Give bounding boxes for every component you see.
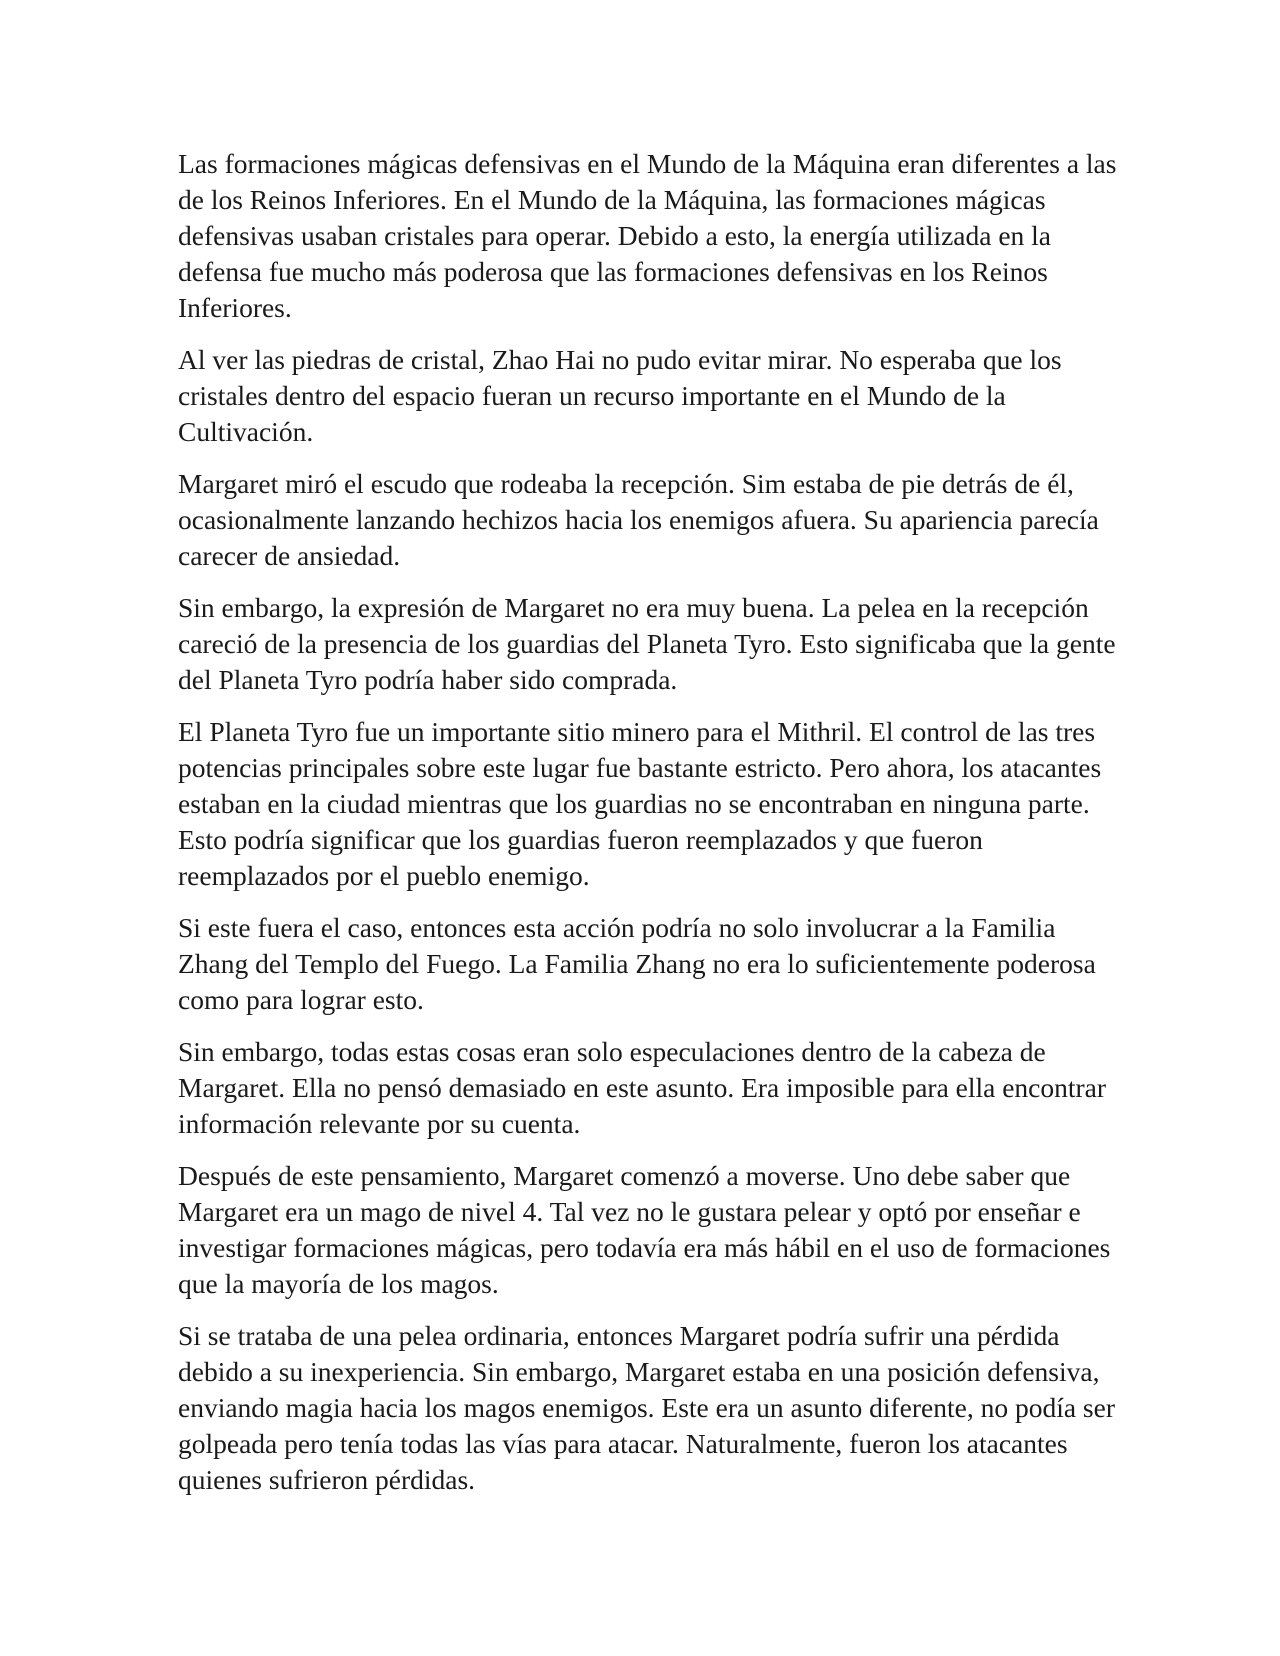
paragraph-2: Al ver las piedras de cristal, Zhao Hai no pudo evitar mirar. No esperaba que los cristales dentro del espacio fueran un recurso importante en el Mundo de la Cultivación. — [178, 344, 1062, 447]
paragraph-7: Sin embargo, todas estas cosas eran solo especulaciones dentro de la cabeza de Margaret. Ella no pensó demasiado en este asunto. Era imposible para ella encontrar información relevante por su cuenta. — [178, 1036, 1107, 1139]
paragraph-1: Las formaciones mágicas defensivas en el Mundo de la Máquina eran diferentes a las de los Reinos Inferiores. En el Mundo de la Máquina, las formaciones mágicas defensivas usaban cristales para operar. Debido a esto, la energía utilizada en la defensa fue mucho más poderosa que las formaciones defensivas en los Reinos Inferiores. — [178, 148, 1117, 323]
paragraph-5: El Planeta Tyro fue un importante sitio minero para el Mithril. El control de las tres potencias principales sobre este lugar fue bastante estricto. Pero ahora, los atacantes estaban en la ciudad mientras que los guardias no se encontraban en ninguna parte. Esto podría significar que los guardias fueron reemplazados y que fueron reemplazados por el pueblo enemigo. — [178, 716, 1102, 891]
document-body — [178, 146, 1118, 1514]
paragraph-6: Si este fuera el caso, entonces esta acción podría no solo involucrar a la Familia Zhang del Templo del Fuego. La Familia Zhang no era lo suficientemente poderosa como para lograr esto. — [178, 912, 1096, 1015]
paragraph-3: Margaret miró el escudo que rodeaba la recepción. Sim estaba de pie detrás de él, ocasionalmente lanzando hechizos hacia los enemigos afuera. Su apariencia parecía carecer de ansiedad. — [178, 468, 1099, 571]
paragraph-8: Después de este pensamiento, Margaret comenzó a moverse. Uno debe saber que Margaret era un mago de nivel 4. Tal vez no le gustara pelear y optó por enseñar e investigar formaciones mágicas, pero todavía era más hábil en el uso de formaciones que la mayoría de los magos. — [178, 1160, 1111, 1299]
paragraph-9: Si se trataba de una pelea ordinaria, entonces Margaret podría sufrir una pérdida debido a su inexperiencia. Sin embargo, Margaret estaba en una posición defensiva, enviando magia hacia los magos enemigos. Este era un asunto diferente, no podía ser golpeada pero tenía todas las vías para atacar. Naturalmente, fueron los atacantes quienes sufrieron pérdidas. — [178, 1320, 1116, 1495]
paragraph-4: Sin embargo, la expresión de Margaret no era muy buena. La pelea en la recepción careció de la presencia de los guardias del Planeta Tyro. Esto significaba que la gente del Planeta Tyro podría haber sido comprada. — [178, 592, 1116, 695]
